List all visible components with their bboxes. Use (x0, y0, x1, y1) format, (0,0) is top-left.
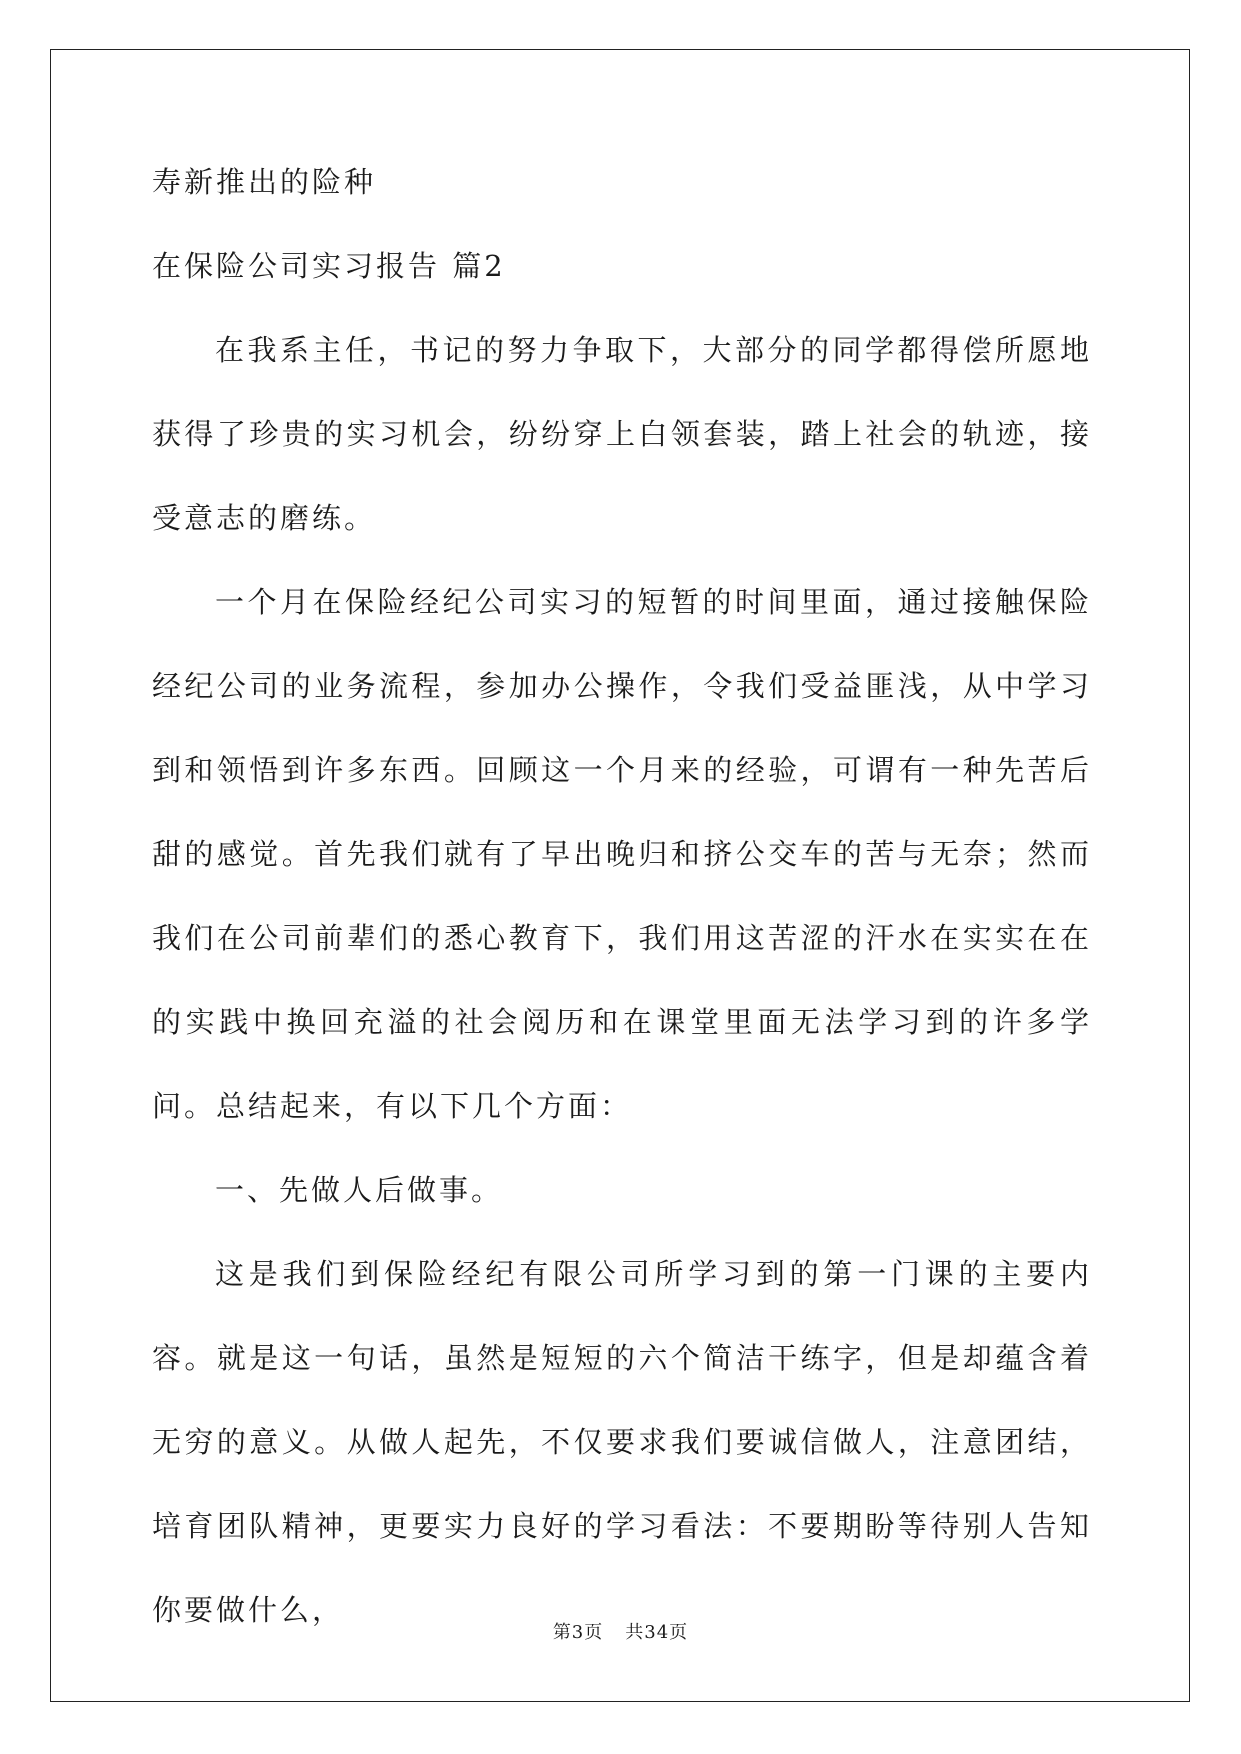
paragraph (152, 1232, 1092, 1652)
paragraph (152, 560, 1092, 1148)
page-total: 共34页 (625, 1622, 689, 1643)
page-number: 第3页 (552, 1622, 604, 1643)
paragraph (152, 1148, 1092, 1232)
paragraph-text: 一个月在保险经纪公司实习的短暂的时间里面，通过接触保险经纪公司的业务流程，参加办公操作，令我们受益匪浅，从中学习到和领悟到许多东西。回顾这一个月来的经验，可谓有一种先苦后甜的感觉。首先我们就有了早出晚归和挤公交车的苦与无奈；然而我们在公司前辈们的悉心教育下，我们用这苦涩的汗水在实实在在的实践中换回充溢的社会阅历和在课堂里面无法学习到的许多学问。总结起来，有以下几个方面： (152, 585, 1092, 1123)
section-heading: 在保险公司实习报告 篇2 (152, 249, 506, 283)
paragraph (152, 308, 1092, 560)
carry-over-line: 寿新推出的险种 (152, 165, 377, 199)
document-body (152, 160, 1092, 1672)
paragraph-text: 这是我们到保险经纪有限公司所学习到的第一门课的主要内容。就是这一句话，虽然是短短的六个简洁干练字，但是却蕴含着无穷的意义。从做人起先，不仅要求我们要诚信做人，注意团结，培育团队精神，更要实力良好的学习看法：不要期盼等待别人告知你要做什么， (152, 1257, 1092, 1627)
page-footer (0, 1618, 1241, 1644)
paragraph-text: 一、先做人后做事。 (215, 1173, 504, 1207)
paragraph-text: 在我系主任，书记的努力争取下，大部分的同学都得偿所愿地获得了珍贵的实习机会，纷纷穿上白领套装，踏上社会的轨迹，接受意志的磨练。 (152, 333, 1092, 535)
